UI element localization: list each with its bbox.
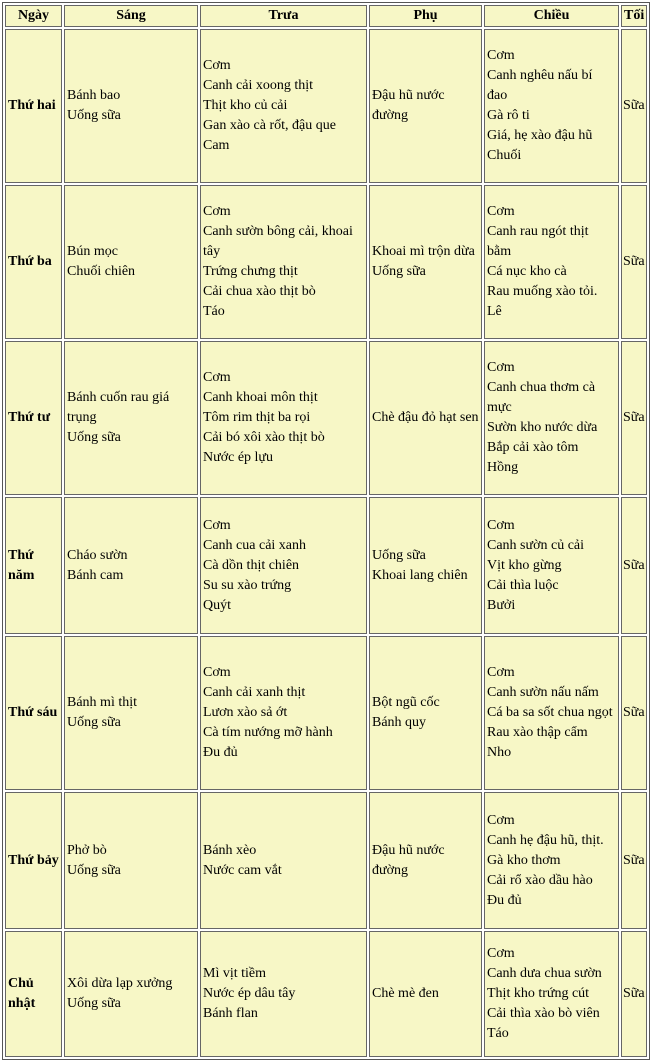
lunch-item: Cà dồn thịt chiên [203,557,300,573]
lunch-cell [200,497,367,634]
afternoon-item: Cá ba sa sốt chua ngọt [487,705,613,720]
snack-cell [369,931,482,1057]
weekly-menu-table [2,2,650,1060]
afternoon-cell [484,792,619,929]
lunch-item: Thịt kho củ cải [203,98,288,113]
day-cell: Thứ năm [5,497,62,634]
lunch-item: Cơm [203,204,231,219]
afternoon-item: Cơm [487,665,515,680]
afternoon-item: Thịt kho trứng cút [487,986,590,1001]
afternoon-item: Sườn kho nước dừa [487,420,598,435]
breakfast-item: Uống sữa [67,715,121,730]
afternoon-item: Rau xào thập cẩm [487,725,588,740]
afternoon-item: Bưởi [487,597,516,613]
lunch-item: Cơm [203,665,231,680]
breakfast-item: Uống sữa [67,996,121,1011]
afternoon-item: Rau muống xào tỏi. [487,284,598,299]
breakfast-cell [64,636,198,790]
table-row [5,636,647,790]
day-cell: Thứ sáu [5,636,62,790]
lunch-item: Canh cua cải xanh [203,537,307,553]
lunch-item: Đu đủ [203,745,238,760]
lunch-item: Trứng chưng thịt [203,264,298,279]
day-cell: Thứ ba [5,185,62,339]
breakfast-item: Bánh bao [67,88,121,103]
header-snack: Phụ [369,5,482,27]
breakfast-item: Uống sữa [67,108,121,123]
snack-item: Uống sữa [372,547,426,563]
afternoon-item: Vịt kho gừng [487,557,562,573]
lunch-item: Su su xào trứng [203,577,292,593]
snack-cell [369,636,482,790]
evening-cell: Sữa [621,29,647,183]
afternoon-item: Canh chua thơm cà mực [487,380,596,415]
lunch-item: Quýt [203,597,231,613]
afternoon-cell [484,29,619,183]
afternoon-item: Cải thìa xào bò viên [487,1006,600,1021]
lunch-item: Tôm rim thịt ba rọi [203,410,311,425]
afternoon-item: Cơm [487,946,515,961]
lunch-item: Canh sườn bông cải, khoai tây [203,224,353,259]
breakfast-cell [64,497,198,634]
lunch-item: Canh cải xanh thịt [203,685,306,700]
snack-cell [369,792,482,929]
afternoon-item: Cơm [487,48,515,63]
header-row [5,5,647,27]
breakfast-item: Bún mọc [67,244,118,259]
lunch-item: Canh khoai môn thịt [203,390,318,405]
lunch-item: Lươn xào sả ớt [203,705,288,720]
snack-cell [369,185,482,339]
snack-item: Đậu hũ nước đường [372,88,445,123]
afternoon-item: Giá, hẹ xào đậu hũ [487,128,593,143]
lunch-item: Táo [203,304,225,319]
evening-cell: Sữa [621,636,647,790]
breakfast-item: Bánh cuốn rau giá trụng [67,390,170,425]
header-evening: Tối [621,5,647,27]
snack-item: Khoai mì trộn dừa [372,244,475,259]
afternoon-cell [484,497,619,634]
breakfast-cell [64,931,198,1057]
lunch-item: Cơm [203,58,231,73]
afternoon-item: Cải thìa luộc [487,577,559,593]
evening-cell: Sữa [621,185,647,339]
snack-cell [369,497,482,634]
table-row [5,185,647,339]
breakfast-cell [64,29,198,183]
breakfast-item: Uống sữa [67,862,121,878]
afternoon-item: Canh hẹ đậu hũ, thịt. [487,832,604,848]
snack-item: Khoai lang chiên [372,567,468,583]
lunch-item: Canh cải xoong thịt [203,78,314,93]
header-afternoon: Chiều [484,5,619,27]
day-cell: Thứ hai [5,29,62,183]
table-row [5,29,647,183]
afternoon-cell [484,341,619,495]
afternoon-item: Bắp cải xào tôm [487,440,579,455]
breakfast-item: Cháo sườn [67,547,128,563]
snack-item: Chè đậu đỏ hạt sen [372,410,479,425]
snack-item: Uống sữa [372,264,426,279]
lunch-item: Nước ép lựu [203,450,274,465]
table-row [5,341,647,495]
breakfast-item: Xôi dừa lạp xưởng [67,976,173,991]
day-cell: Thứ tư [5,341,62,495]
evening-cell: Sữa [621,497,647,634]
day-cell: Chủ nhật [5,931,62,1057]
snack-item: Bột ngũ cốc [372,695,440,710]
lunch-item: Cơm [203,370,231,385]
lunch-item: Nước ép dâu tây [203,986,296,1001]
header-lunch: Trưa [200,5,367,27]
afternoon-item: Canh sườn nấu nấm [487,685,599,700]
header-day: Ngày [5,5,62,27]
snack-cell [369,341,482,495]
afternoon-item: Hồng [487,460,519,475]
lunch-cell [200,792,367,929]
afternoon-item: Gà kho thơm [487,852,561,868]
lunch-cell [200,636,367,790]
lunch-cell [200,931,367,1057]
afternoon-cell [484,185,619,339]
snack-item: Chè mè đen [372,986,439,1001]
afternoon-cell [484,931,619,1057]
breakfast-cell [64,341,198,495]
breakfast-item: Bánh mì thịt [67,695,137,710]
afternoon-item: Canh nghêu nấu bí đao [487,68,593,103]
lunch-cell [200,29,367,183]
afternoon-item: Táo [487,1026,509,1041]
afternoon-item: Cơm [487,360,515,375]
lunch-cell [200,341,367,495]
lunch-item: Bánh flan [203,1006,258,1021]
table-row [5,931,647,1057]
day-cell: Thứ bảy [5,792,62,929]
table-row [5,497,647,634]
lunch-item: Nước cam vắt [203,862,282,878]
lunch-item: Cải chua xào thịt bò [203,284,316,299]
afternoon-cell [484,636,619,790]
breakfast-cell [64,792,198,929]
breakfast-item: Phở bò [67,842,107,858]
afternoon-item: Nho [487,745,512,760]
afternoon-item: Lê [487,304,502,319]
lunch-cell [200,185,367,339]
lunch-item: Gan xào cà rốt, đậu que [203,118,336,133]
afternoon-item: Canh rau ngót thịt bằm [487,224,589,259]
snack-cell [369,29,482,183]
breakfast-item: Uống sữa [67,430,121,445]
evening-cell: Sữa [621,931,647,1057]
lunch-item: Mì vịt tiềm [203,966,266,981]
afternoon-item: Cơm [487,517,515,533]
lunch-item: Bánh xèo [203,842,257,858]
afternoon-item: Đu đủ [487,892,522,908]
evening-cell: Sữa [621,792,647,929]
lunch-item: Cà tím nướng mỡ hành [203,725,333,740]
snack-item: Bánh quy [372,715,427,730]
lunch-item: Cơm [203,517,231,533]
evening-cell: Sữa [621,341,647,495]
afternoon-item: Cải rổ xào dầu hào [487,872,593,888]
afternoon-item: Cá nục kho cà [487,264,567,279]
breakfast-item: Chuối chiên [67,264,136,279]
afternoon-item: Canh dưa chua sườn [487,966,602,981]
breakfast-item: Bánh cam [67,567,124,583]
afternoon-item: Gà rô ti [487,108,530,123]
lunch-item: Cải bó xôi xào thịt bò [203,430,325,445]
afternoon-item: Canh sườn củ cải [487,537,585,553]
table-row [5,792,647,929]
header-breakfast: Sáng [64,5,198,27]
lunch-item: Cam [203,138,230,153]
afternoon-item: Cơm [487,204,515,219]
snack-item: Đậu hũ nước đường [372,842,445,878]
afternoon-item: Chuối [487,148,522,163]
breakfast-cell [64,185,198,339]
afternoon-item: Cơm [487,812,515,828]
